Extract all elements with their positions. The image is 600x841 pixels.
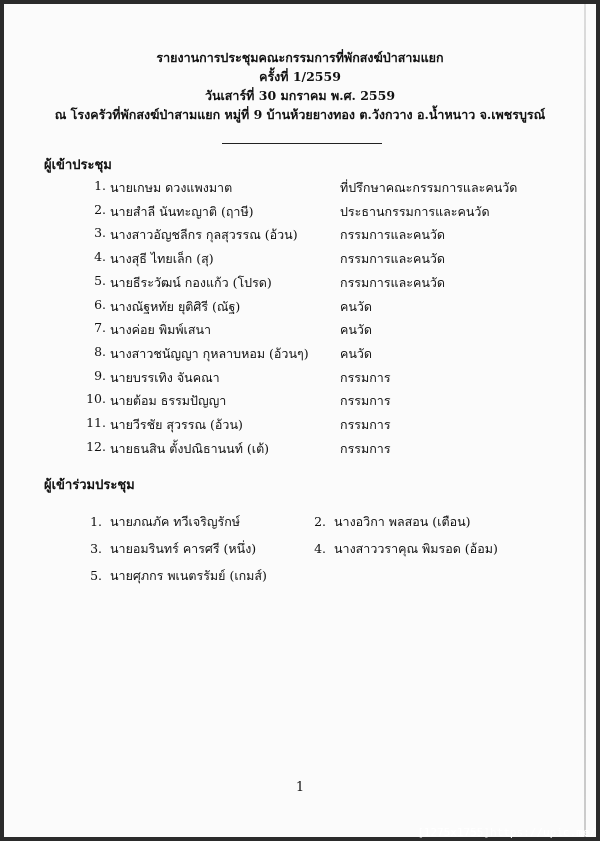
attendee-number: 8.	[94, 343, 106, 359]
participant-name: นายภณภัค ทวีเจริญรักษ์	[110, 514, 241, 529]
attendee-row	[4, 320, 596, 342]
participant-name: นางอวิกา พลสอน (เตือน)	[334, 514, 471, 529]
attendee-row	[4, 249, 596, 271]
attendee-role: ที่ปรึกษาคณะกรรมการและคนวัด	[340, 180, 518, 195]
participant-item	[84, 512, 240, 532]
participant-number: 5.	[90, 568, 102, 583]
attendee-row	[4, 344, 596, 366]
attendee-name: นายเกษม ดวงแพงมาต	[110, 180, 233, 195]
attendee-name: นางค่อย พิมพ์เสนา	[110, 322, 212, 338]
attendee-name: นายบรรเทิง จันคณา	[110, 369, 220, 385]
attendee-role: กรรมการ	[340, 393, 391, 409]
participant-item	[84, 539, 256, 559]
attendee-number: 3.	[94, 225, 106, 241]
attendee-role: คนวัด	[340, 298, 373, 314]
participant-name: นายอมรินทร์ คารศรี (หนึ่ง)	[110, 541, 257, 556]
report-title: รายงานการประชุมคณะกรรมการที่พักสงฆ์ป่าสามแยก	[156, 50, 444, 65]
attendee-number: 9.	[94, 367, 106, 383]
attendee-name: นายสำลี นันทะญาติ (ฤาษี)	[110, 203, 254, 219]
participant-number: 1.	[90, 514, 102, 529]
attendee-number: 5.	[94, 272, 106, 288]
attendee-row	[4, 368, 596, 390]
participant-number: 3.	[90, 541, 102, 556]
attendee-row	[4, 297, 596, 319]
attendee-role: กรรมการ	[340, 440, 391, 456]
participants-heading: ผู้เข้าร่วมประชุม	[44, 478, 135, 493]
attendee-row	[4, 415, 596, 437]
page-number: 1	[295, 780, 305, 795]
meeting-date: วันเสาร์ที่ 30 มกราคม พ.ศ. 2559	[204, 88, 396, 103]
participant-item	[308, 512, 471, 532]
attendee-row	[4, 391, 596, 413]
participant-name: นางสาววราคุณ พิมรอด (อ้อม)	[334, 541, 498, 556]
attendee-role: กรรมการและคนวัด	[340, 274, 446, 290]
participant-name: นายศุภกร พเนตรรัมย์ (เกมส์)	[110, 568, 267, 583]
attendee-row	[4, 439, 596, 461]
attendee-number: 6.	[94, 296, 106, 312]
attendee-row	[4, 225, 596, 247]
attendees-heading: ผู้เข้าประชุม	[44, 158, 112, 173]
attendee-number: 2.	[94, 201, 106, 217]
attendee-number: 10.	[86, 391, 106, 407]
attendee-role: คนวัด	[340, 322, 373, 338]
attendee-name: นายธีระวัฒน์ กองแก้ว (โปรด)	[110, 274, 272, 290]
attendee-role: กรรมการและคนวัด	[340, 251, 446, 267]
attendee-role: ประธานกรรมการและคนวัด	[340, 203, 490, 219]
participant-number: 2.	[314, 514, 326, 529]
participant-item	[308, 539, 498, 559]
attendee-role: กรรมการและคนวัด	[340, 227, 446, 243]
document-page	[4, 4, 596, 837]
header-divider	[222, 143, 382, 144]
document-header	[4, 48, 596, 124]
attendee-role: กรรมการ	[340, 369, 391, 385]
attendee-row	[4, 273, 596, 295]
attendee-number: 4.	[94, 249, 106, 265]
attendee-name: นางณัฐหทัย ยุติศิรี (ณัฐ)	[110, 298, 241, 314]
meeting-number: ครั้งที่ 1/2559	[259, 69, 341, 84]
attendee-number: 1.	[94, 178, 106, 193]
attendee-row	[4, 202, 596, 224]
attendee-role: คนวัด	[340, 345, 373, 361]
attendee-name: นายธนสิน ตั้งปณิธานนท์ (เต้)	[110, 440, 270, 456]
attendee-number: 11.	[86, 415, 106, 430]
attendee-name: นางสาวชนัญญา กุหลาบหอม (อ้วนๆ)	[110, 345, 309, 361]
attendee-number: 12.	[86, 438, 106, 454]
meeting-location: ณ โรงครัวที่พักสงฆ์ป่าสามแยก หมู่ที่ 9 บ้านห้วยยางทอง ต.วังกวาง อ.น้ำหนาว จ.เพชรบูรณ์	[54, 107, 546, 122]
attendee-role: กรรมการ	[340, 417, 391, 432]
participant-item	[84, 566, 267, 586]
attendee-name: นางสุธี ไทยเล็ก (สุ)	[110, 251, 214, 267]
attendee-row	[4, 178, 596, 200]
attendee-name: นายต้อม ธรรมปัญญา	[110, 393, 227, 409]
attendee-name: นางสาวอัญชลีกร กุลสุวรรณ (อ้วน)	[110, 227, 298, 243]
image-size-label: [1275x1755]https://upic.me/	[417, 826, 596, 839]
participant-number: 4.	[314, 541, 326, 556]
attendee-name: นายวีรชัย สุวรรณ (อ้วน)	[110, 417, 243, 432]
attendee-number: 7.	[94, 320, 106, 336]
